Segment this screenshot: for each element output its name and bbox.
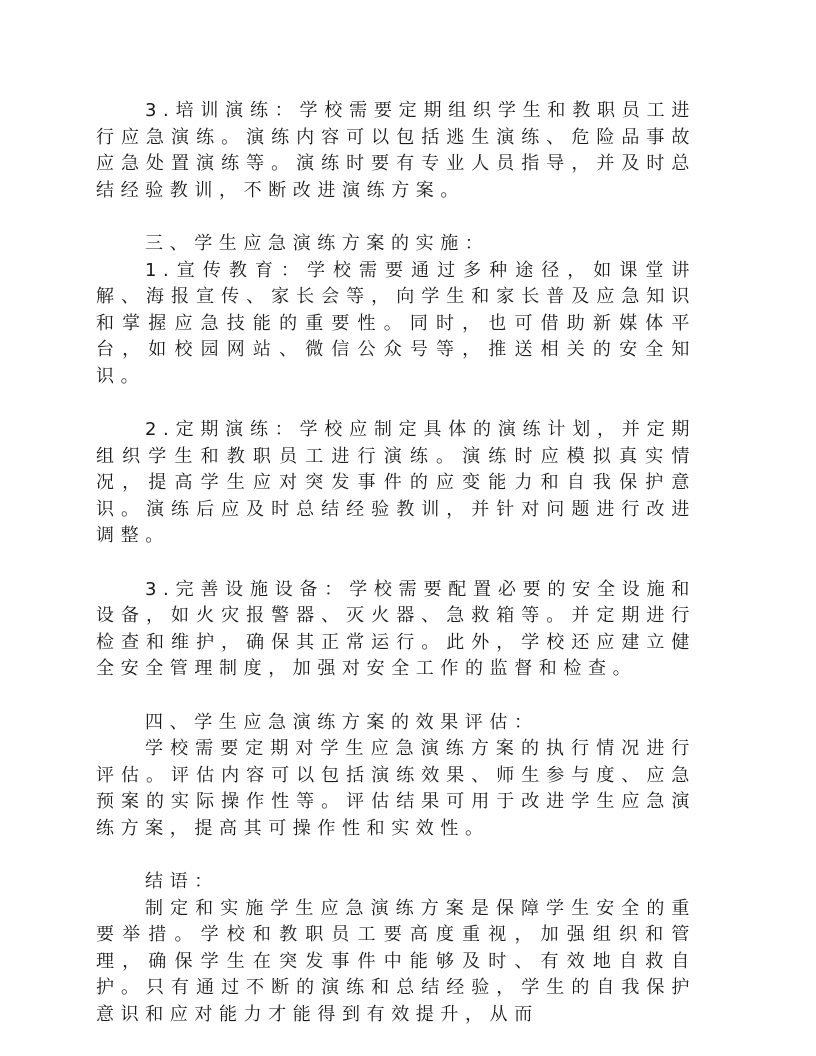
paragraph-gap	[96, 550, 696, 577]
section-heading-evaluation: 四、学生应急演练方案的效果评估：	[145, 711, 539, 733]
paragraph-gap	[96, 683, 696, 710]
section-heading-implementation: 三、学生应急演练方案的实施：	[145, 233, 490, 254]
paragraph-facilities: 3.完善设施设备：学校需要配置必要的安全设施和设备，如火灾报警器、灭火器、急救箱等。并定期进行检查和维护，确保其正常运行。此外，学校还应建立健全安全管理制度，加强对安全工作的监督和检查。	[96, 578, 696, 679]
paragraph-gap	[96, 390, 696, 417]
paragraph-regular-drills: 2.定期演练：学校应制定具体的演练计划，并定期组织学生和教职员工进行演练。演练时应模拟真实情况，提高学生应对突发事件的应变能力和自我保护意识。演练后应及时总结经验教训，并针对问题进行改进调整。	[96, 419, 696, 546]
paragraph-gap	[96, 842, 696, 869]
paragraph-gap	[96, 204, 696, 231]
paragraph-publicity-education: 1.宣传教育：学校需要通过多种途径，如课堂讲解、海报宣传、家长会等，向学生和家长普及应急知识和掌握应急技能的重要性。同时，也可借助新媒体平台，如校园网站、微信公众号等，推送相关的安全知识。	[96, 259, 696, 387]
paragraph-evaluation: 学校需要定期对学生应急演练方案的执行情况进行评估。评估内容可以包括演练效果、师生参与度、应急预案的实际操作性等。评估结果可用于改进学生应急演练方案，提高其可操作性和实效性。	[96, 738, 696, 839]
paragraph-conclusion: 制定和实施学生应急演练方案是保障学生安全的重要举措。学校和教职员工要高度重视，加强组织和管理，确保学生在突发事件中能够及时、有效地自救自护。只有通过不断的演练和总结经验，学生的自我保护意识和应对能力才能得到有效提升，从而	[96, 897, 696, 1025]
document-page	[96, 98, 696, 1028]
section-heading-conclusion: 结语：	[145, 871, 219, 892]
paragraph-training-drills: 3.培训演练：学校需要定期组织学生和教职员工进行应急演练。演练内容可以包括逃生演练、危险品事故应急处置演练等。演练时要有专业人员指导，并及时总结经验教训，不断改进演练方案。	[96, 100, 696, 201]
